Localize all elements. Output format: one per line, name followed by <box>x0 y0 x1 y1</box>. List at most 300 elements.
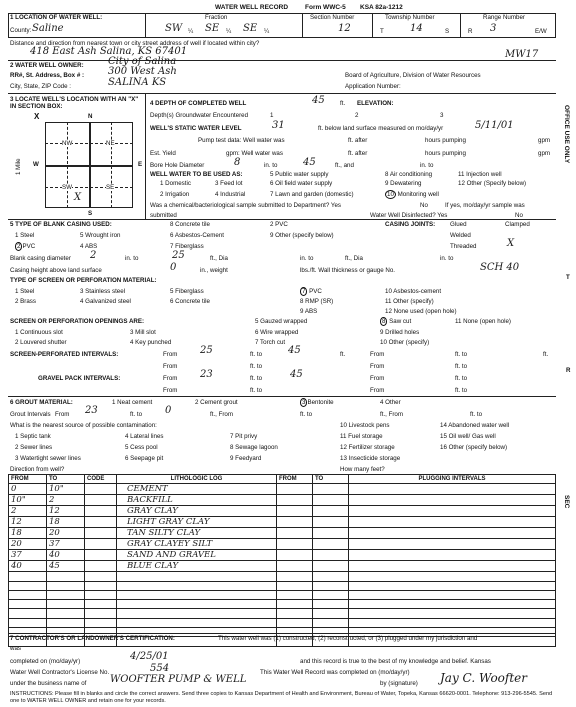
row-lithology[interactable]: BACKFILL <box>117 495 277 506</box>
nw-label: NW <box>62 140 73 147</box>
casing-abs[interactable]: 4 ABS <box>80 243 98 250</box>
ksa-reference: KSA 82a-1212 <box>360 4 403 11</box>
row-lithology[interactable] <box>117 581 277 590</box>
casing-asbestos[interactable]: 6 Asbestos-Cement <box>170 232 224 239</box>
spi-from-label: From <box>163 351 178 358</box>
row-from[interactable] <box>9 618 47 627</box>
grout-other[interactable]: 4 Other <box>380 399 401 406</box>
static-level-label: WELL'S STATIC WATER LEVEL <box>150 125 242 132</box>
row-to[interactable] <box>47 590 85 599</box>
grout-neat[interactable]: 1 Neat cement <box>112 399 153 406</box>
row-to[interactable]: 20 <box>47 528 85 539</box>
business-name[interactable]: WOOFTER PUMP & WELL <box>110 674 247 685</box>
form-title: WATER WELL RECORD <box>215 4 289 11</box>
src-lagoon[interactable]: 8 Sewage lagoon <box>230 444 278 451</box>
height-value[interactable]: 0 <box>170 262 177 273</box>
col-from: FROM <box>9 475 47 484</box>
gp-to-value[interactable]: 45 <box>290 369 303 380</box>
row-plug-to[interactable] <box>313 495 349 506</box>
weight-label: in., weight <box>200 267 228 274</box>
se-label: SE <box>106 184 115 191</box>
open-wire[interactable]: 6 Wire wrapped <box>255 329 299 336</box>
row-plug-to[interactable] <box>313 590 349 599</box>
row-plug-from[interactable] <box>277 590 313 599</box>
src-abandoned[interactable]: 14 Abandoned water well <box>440 422 510 429</box>
gp-to-2: ft. to <box>455 375 468 382</box>
src-livestock[interactable]: 10 Livestock pens <box>340 422 390 429</box>
casing-to-value[interactable]: 25 <box>172 250 185 261</box>
quarter-3[interactable]: SE <box>243 23 258 34</box>
table-row <box>9 528 556 539</box>
row-plugging[interactable] <box>349 550 556 561</box>
row-plugging[interactable] <box>349 517 556 528</box>
spi-to-label: ft. to <box>250 351 263 358</box>
instructions: INSTRUCTIONS: Please fill in blanks and circle the correct answers. Send three copies to Kansas Department of Health and Environment, Bureau of Water, Topeka, Kansas 66620-0001. Telephone: 913-296-5545. Send one to WATER WELL OWNER and retain one for your records. <box>10 691 553 704</box>
screen-stainless[interactable]: 3 Stainless steel <box>80 288 126 295</box>
table-row <box>9 517 556 528</box>
gp-to-4: ft. to <box>455 387 468 394</box>
t-label: T <box>380 28 384 35</box>
section-number-label: Section Number <box>310 14 355 21</box>
row-plugging[interactable] <box>349 609 556 618</box>
table-row <box>9 561 556 572</box>
cert-text: This water well was (1) constructed, (2) reconstructed, or (3) plugged under my jurisdiction and <box>218 635 478 642</box>
row-from[interactable] <box>9 600 47 609</box>
use-7[interactable]: 7 Lawn and garden (domestic) <box>270 191 354 198</box>
open-drilled[interactable]: 9 Drilled holes <box>380 329 420 336</box>
row-lithology[interactable]: SAND AND GRAVEL <box>117 550 277 561</box>
spi-from-3: From <box>163 363 178 370</box>
board-label: Board of Agriculture, Division of Water Resources <box>345 72 481 79</box>
open-saw-cut[interactable]: 8 Saw cut <box>382 318 412 325</box>
row-to[interactable]: 10" <box>47 484 85 495</box>
static-date[interactable]: 5/11/01 <box>475 120 514 131</box>
x-corner-label: X <box>34 112 40 121</box>
row-plugging[interactable] <box>349 506 556 517</box>
row-plugging[interactable] <box>349 572 556 581</box>
north-label: N <box>88 113 93 120</box>
row-lithology[interactable]: LIGHT GRAY CLAY <box>117 517 277 528</box>
gpm-label: gpm <box>538 137 551 144</box>
row-plug-from[interactable] <box>277 506 313 517</box>
gp-from-label: From <box>163 375 178 382</box>
true-statement: and this record is true to the best of my knowledge and belief. Kansas <box>300 658 491 665</box>
row-to[interactable] <box>47 572 85 581</box>
static-level-value[interactable]: 31 <box>272 120 285 131</box>
spi-from-value[interactable]: 25 <box>200 345 213 356</box>
row-lithology[interactable] <box>117 600 277 609</box>
row-to[interactable]: 40 <box>47 550 85 561</box>
screen-none[interactable]: 12 None used (open hole) <box>385 308 457 315</box>
row-plug-from[interactable] <box>277 561 313 572</box>
in-to: in. to <box>264 162 278 169</box>
gw-3: 3 <box>440 112 444 119</box>
row-plug-from[interactable] <box>277 600 313 609</box>
mw-id: MW17 <box>505 49 539 60</box>
row-plug-to[interactable] <box>313 539 349 550</box>
row-plug-from[interactable] <box>277 572 313 581</box>
gp-from-value[interactable]: 23 <box>200 369 213 380</box>
completed-date[interactable]: 4/25/01 <box>130 651 169 662</box>
screen-brass[interactable]: 2 Brass <box>15 298 36 305</box>
diam-to-2: in. to <box>300 255 314 262</box>
row-code[interactable] <box>85 550 117 561</box>
src-privy[interactable]: 7 Pit privy <box>230 433 258 440</box>
use-10[interactable]: 10 Monitoring well <box>387 191 439 198</box>
gauge-value[interactable]: SCH 40 <box>480 262 520 273</box>
open-louvered[interactable]: 2 Louvered shutter <box>15 339 67 346</box>
license-number[interactable]: 554 <box>150 663 170 674</box>
use-4[interactable]: 4 Industrial <box>215 191 246 198</box>
grout-to-value[interactable]: 0 <box>165 405 172 416</box>
quarter-1[interactable]: SW <box>165 23 183 34</box>
row-lithology[interactable] <box>117 609 277 618</box>
grout-from-value[interactable]: 23 <box>85 405 98 416</box>
row-plug-from[interactable] <box>277 495 313 506</box>
row-code[interactable] <box>85 590 117 599</box>
after-label-2: ft. after <box>348 150 368 157</box>
use-8[interactable]: 8 Air conditioning <box>385 171 433 178</box>
row-lithology[interactable]: TAN SILTY CLAY <box>117 528 277 539</box>
section-number[interactable]: 12 <box>338 23 351 34</box>
s-label: S <box>445 28 450 35</box>
table-row <box>9 600 556 609</box>
col-plug-to: TO <box>313 475 349 484</box>
gw-1: 1 <box>270 112 274 119</box>
use-5[interactable]: 5 Public water supply <box>270 171 329 178</box>
distance-label: Distance and direction from nearest town or city street address of well if located within city? <box>10 40 260 47</box>
row-code[interactable] <box>85 528 117 539</box>
side-sec: SEC <box>563 495 570 509</box>
west-label: W <box>33 161 39 168</box>
row-lithology[interactable] <box>117 590 277 599</box>
casing-fiberglass[interactable]: 7 Fiberglass <box>170 243 204 250</box>
row-code[interactable] <box>85 561 117 572</box>
row-to[interactable] <box>47 618 85 627</box>
use-3[interactable]: 3 Feed lot <box>215 180 243 187</box>
open-gauzed[interactable]: 5 Gauzed wrapped <box>255 318 308 325</box>
county-value[interactable]: Saline <box>32 23 64 34</box>
open-other[interactable]: 10 Other (specify) <box>380 339 430 346</box>
row-to[interactable]: 45 <box>47 561 85 572</box>
open-none[interactable]: 11 None (open hole) <box>455 318 511 325</box>
src-seepage[interactable]: 6 Seepage pit <box>125 455 164 462</box>
spi-from-2: From <box>370 351 385 358</box>
screen-concrete[interactable]: 6 Concrete tile <box>170 298 210 305</box>
section1-label: 1 LOCATION OF WATER WELL: <box>10 14 103 21</box>
row-from[interactable] <box>9 572 47 581</box>
section5-label: 5 TYPE OF BLANK CASING USED: <box>10 221 112 228</box>
chem-no[interactable]: No <box>420 202 428 209</box>
disinfected-no[interactable]: No <box>515 212 523 219</box>
screen-other[interactable]: 11 Other (specify) <box>385 298 434 305</box>
static-text: ft. below land surface measured on mo/day/yr <box>318 125 444 132</box>
row-to[interactable] <box>47 600 85 609</box>
row-code[interactable] <box>85 572 117 581</box>
row-code[interactable] <box>85 517 117 528</box>
row-plug-to[interactable] <box>313 572 349 581</box>
application-label: Application Number: <box>345 83 401 90</box>
grout-bentonite[interactable]: 3 Bentonite <box>302 399 334 406</box>
row-to[interactable]: 2 <box>47 495 85 506</box>
open-continuous[interactable]: 1 Continuous slot <box>15 329 63 336</box>
r-label: R <box>468 28 473 35</box>
use-6[interactable]: 6 Oil field water supply <box>270 180 333 187</box>
src-feedyard[interactable]: 9 Feedyard <box>230 455 262 462</box>
row-plugging[interactable] <box>349 618 556 627</box>
groundwater-label: Depth(s) Groundwater Encountered <box>150 112 249 119</box>
row-lithology[interactable]: GRAY CLAY <box>117 506 277 517</box>
quarter-mark: ¼ <box>188 28 194 35</box>
use-2[interactable]: 2 Irrigation <box>160 191 190 198</box>
screen-asbestos[interactable]: 10 Asbestos-cement <box>385 288 442 295</box>
row-to[interactable] <box>47 581 85 590</box>
use-11[interactable]: 11 Injection well <box>458 171 502 178</box>
well-x-mark: X <box>74 192 82 203</box>
src-lateral[interactable]: 4 Lateral lines <box>125 433 164 440</box>
src-watertight[interactable]: 3 Watertight sewer lines <box>15 455 81 462</box>
joint-glued[interactable]: Glued <box>450 221 467 228</box>
use-1[interactable]: 1 Domestic <box>160 180 191 187</box>
row-from[interactable]: 40 <box>9 561 47 572</box>
mile-label: 1 Mile <box>15 158 22 175</box>
spi-to-2: ft. to <box>455 351 468 358</box>
city-label: City, State, ZIP Code : <box>10 83 71 90</box>
license-label: Water Well Contractor's License No. <box>10 669 110 676</box>
row-plug-to[interactable] <box>313 528 349 539</box>
casing-pvc[interactable]: 2 PVC <box>17 243 36 250</box>
section3-label: 3 LOCATE WELL'S LOCATION WITH AN "X" IN SECTION BOX: <box>10 96 139 111</box>
chem-sample-label: Was a chemical/bacteriological sample submitted to Department? Yes <box>150 202 341 209</box>
grout-to-3: ft. to <box>470 411 483 418</box>
row-plug-from[interactable] <box>277 484 313 495</box>
row-plugging[interactable] <box>349 528 556 539</box>
record-completed-label: This Water Well Record was completed on (mo/day/yr) <box>260 669 410 676</box>
bore-value[interactable]: 8 <box>234 157 241 168</box>
gp-from-2: From <box>370 375 385 382</box>
row-plug-from[interactable] <box>277 581 313 590</box>
row-plug-from[interactable] <box>277 609 313 618</box>
row-from[interactable]: 0 <box>9 484 47 495</box>
row-plug-to[interactable] <box>313 506 349 517</box>
grout-ft-from: ft., From <box>210 411 234 418</box>
use-9[interactable]: 9 Dewatering <box>385 180 422 187</box>
casing-other[interactable]: 9 Other (specify below) <box>270 232 334 239</box>
joints-label: CASING JOINTS: <box>385 221 436 228</box>
row-from[interactable] <box>9 590 47 599</box>
grout-cement[interactable]: 2 Cement grout <box>195 399 238 406</box>
src-oil[interactable]: 15 Oil well/ Gas well <box>440 433 496 440</box>
row-lithology[interactable] <box>117 572 277 581</box>
src-fertilizer[interactable]: 12 Fertilizer storage <box>340 444 395 451</box>
row-plugging[interactable] <box>349 495 556 506</box>
row-plug-to[interactable] <box>313 561 349 572</box>
if-yes-label: If yes, mo/day/yr sample was <box>445 202 525 209</box>
row-from[interactable]: 18 <box>9 528 47 539</box>
row-from[interactable]: 12 <box>9 517 47 528</box>
screen-fiberglass[interactable]: 5 Fiberglass <box>170 288 204 295</box>
hours-label-2: hours pumping <box>425 150 466 157</box>
completed-label: completed on (mo/day/yr) <box>10 658 81 665</box>
joint-welded[interactable]: Welded <box>450 232 471 239</box>
row-plug-from[interactable] <box>277 539 313 550</box>
lithologic-log-table <box>8 474 556 647</box>
address-value[interactable]: 418 East Ash Salina, KS 67401 <box>30 46 188 57</box>
log-header-row <box>9 475 556 484</box>
bore-to-value[interactable]: 45 <box>303 157 316 168</box>
row-code[interactable] <box>85 600 117 609</box>
row-to[interactable]: 18 <box>47 517 85 528</box>
row-plug-to[interactable] <box>313 550 349 561</box>
grout-from-label: From <box>55 411 70 418</box>
row-plugging[interactable] <box>349 600 556 609</box>
casing-concrete[interactable]: 2 PVC <box>270 221 288 228</box>
use-12[interactable]: 12 Other (Specify below) <box>458 180 527 187</box>
elevation-label: ELEVATION: <box>357 100 394 107</box>
row-to[interactable] <box>47 609 85 618</box>
row-plug-to[interactable] <box>313 600 349 609</box>
spi-to-value[interactable]: 45 <box>288 345 301 356</box>
row-from[interactable] <box>9 609 47 618</box>
direction-label: Direction from well? <box>10 466 65 473</box>
county-label: County: <box>10 27 32 34</box>
row-plug-to[interactable] <box>313 609 349 618</box>
src-cess[interactable]: 5 Cess pool <box>125 444 158 451</box>
city-value[interactable]: SALINA KS <box>108 77 167 88</box>
quarter-2[interactable]: SE <box>205 23 220 34</box>
src-insecticide[interactable]: 13 Insecticide storage <box>340 455 401 462</box>
grout-to-label: ft. to <box>130 411 143 418</box>
gpm-label-2: gpm <box>538 150 551 157</box>
quarter-mark: ¼ <box>226 28 232 35</box>
table-row <box>9 609 556 618</box>
row-from[interactable]: 10" <box>9 495 47 506</box>
row-plug-from[interactable] <box>277 528 313 539</box>
gp-to-3: ft. to <box>250 387 263 394</box>
open-mill[interactable]: 3 Mill slot <box>130 329 156 336</box>
row-from[interactable]: 2 <box>9 506 47 517</box>
ft-label: ft. <box>340 100 346 107</box>
after-label: ft. after <box>348 137 368 144</box>
joint-threaded[interactable]: Threaded <box>450 243 477 250</box>
row-code[interactable] <box>85 618 117 627</box>
spi-ft: ft. <box>340 351 346 358</box>
ne-label: NE <box>106 140 115 147</box>
casing-rmp[interactable]: 5 Wrought iron <box>80 232 121 239</box>
owner-value[interactable]: City of Salina <box>108 56 177 67</box>
casing-steel[interactable]: 1 Steel <box>15 232 35 239</box>
row-plugging[interactable] <box>349 539 556 550</box>
row-plugging[interactable] <box>349 561 556 572</box>
screen-galvanized[interactable]: 4 Galvanized steel <box>80 298 131 305</box>
gw-2: 2 <box>355 112 359 119</box>
screen-type-label: TYPE OF SCREEN OR PERFORATION MATERIAL: <box>10 277 157 284</box>
row-plug-to[interactable] <box>313 618 349 627</box>
row-code[interactable] <box>85 506 117 517</box>
range-label: Range Number <box>483 14 525 21</box>
row-plug-from[interactable] <box>277 517 313 528</box>
row-from[interactable]: 20 <box>9 539 47 550</box>
gravel-label: GRAVEL PACK INTERVALS: <box>38 375 121 382</box>
section7-label: 7 CONTRACTOR'S OR LANDOWNER'S CERTIFICATION: <box>10 635 175 642</box>
row-plug-from[interactable] <box>277 618 313 627</box>
src-fuel[interactable]: 11 Fuel storage <box>340 433 383 440</box>
row-code[interactable] <box>85 581 117 590</box>
row-from[interactable] <box>9 581 47 590</box>
range-number[interactable]: 3 <box>490 23 497 34</box>
row-lithology[interactable]: CEMENT <box>117 484 277 495</box>
row-plugging[interactable] <box>349 484 556 495</box>
rr-value[interactable]: 300 West Ash <box>108 66 177 77</box>
spi-ft-2: ft. <box>543 351 549 358</box>
src-other[interactable]: 16 Other (specify below) <box>440 444 508 451</box>
township-number[interactable]: 14 <box>410 23 423 34</box>
ft-dia-2: ft., Dia <box>345 255 363 262</box>
signature[interactable]: Jay C. Woofter <box>440 671 528 685</box>
ew-label: E/W <box>535 28 547 35</box>
rr-label: RR#, St. Address, Box # : <box>10 72 85 79</box>
open-key[interactable]: 4 Key punched <box>130 339 172 346</box>
yield-gpm: gpm: Well water was <box>226 150 283 157</box>
cert-was: was <box>10 645 22 652</box>
hours-label: hours pumping <box>425 137 466 144</box>
table-row <box>9 484 556 495</box>
row-code[interactable] <box>85 495 117 506</box>
screen-pvc[interactable]: 7 PVC <box>302 288 322 295</box>
row-lithology[interactable] <box>117 618 277 627</box>
row-lithology[interactable]: GRAY CLAYEY SILT <box>117 539 277 550</box>
row-plugging[interactable] <box>349 590 556 599</box>
row-plug-to[interactable] <box>313 517 349 528</box>
src-sewer[interactable]: 2 Sewer lines <box>15 444 53 451</box>
diameter-value[interactable]: 2 <box>90 250 97 261</box>
quarter-mark: ¼ <box>264 28 270 35</box>
form-number: Form WWC-5 <box>305 4 346 11</box>
casing-wrought[interactable]: 8 Concrete tile <box>170 221 210 228</box>
row-to[interactable]: 12 <box>47 506 85 517</box>
row-code[interactable] <box>85 539 117 550</box>
office-use-label: OFFICE USE ONLY <box>563 105 570 164</box>
row-code[interactable] <box>85 484 117 495</box>
row-code[interactable] <box>85 609 117 618</box>
row-to[interactable]: 37 <box>47 539 85 550</box>
joint-clamped[interactable]: Clamped <box>505 221 530 228</box>
row-plug-to[interactable] <box>313 581 349 590</box>
table-row <box>9 590 556 599</box>
row-plug-to[interactable] <box>313 484 349 495</box>
spi-label: SCREEN-PERFORATED INTERVALS: <box>10 351 119 358</box>
row-plug-from[interactable] <box>277 550 313 561</box>
open-torch[interactable]: 7 Torch cut <box>255 339 286 346</box>
row-from[interactable]: 37 <box>9 550 47 561</box>
src-septic[interactable]: 1 Septic tank <box>15 433 51 440</box>
col-lithologic-log: LITHOLOGIC LOG <box>117 475 277 484</box>
depth-value[interactable]: 45 <box>312 95 325 106</box>
fraction-label: Fraction <box>205 14 228 21</box>
south-label: S <box>88 210 93 217</box>
col-code: CODE <box>85 475 117 484</box>
bore-label: Bore Hole Diameter <box>150 162 205 169</box>
side-t: T <box>566 274 570 281</box>
spi-to-4: ft. to <box>455 363 468 370</box>
contamination-label: What is the nearest source of possible contamination: <box>10 422 157 429</box>
row-lithology[interactable]: BLUE CLAY <box>117 561 277 572</box>
screen-steel[interactable]: 1 Steel <box>15 288 35 295</box>
col-to: TO <box>47 475 85 484</box>
row-plugging[interactable] <box>349 581 556 590</box>
screen-rmp[interactable]: 8 RMP (SR) <box>300 298 334 305</box>
screen-abs[interactable]: 9 ABS <box>300 308 318 315</box>
